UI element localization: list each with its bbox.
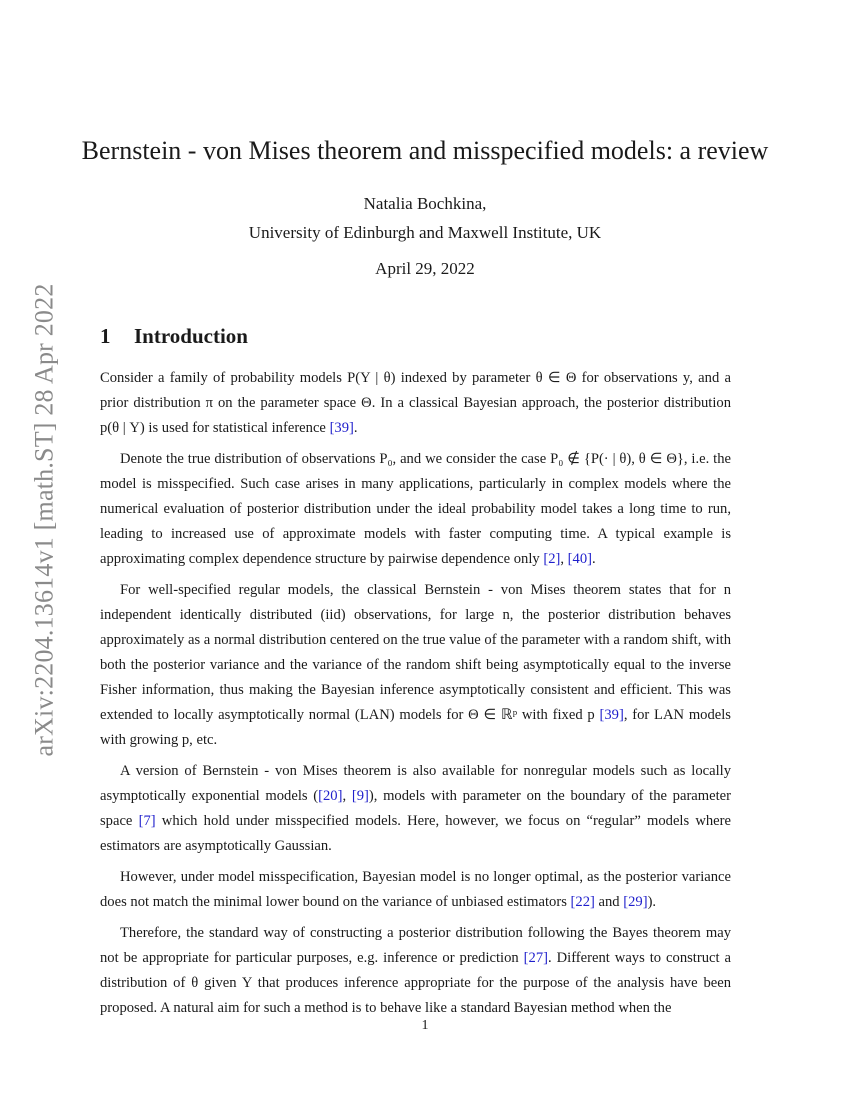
citation-link[interactable]: [2]	[543, 551, 561, 567]
paragraph-2: Denote the true distribution of observations P₀, and we consider the case P₀ ∉ {P(· | θ), θ ∈ Θ}, i.e. the model is misspecified. Such case arises in many applications, particularly in complex models where the numerical evaluation of posterior distribution under the ideal probability model takes a long time to run, leading to increased use of approximate models with faster computing time. A typical example is approximating complex dependence structure by pairwise dependence only [2], [40].	[100, 451, 731, 567]
paragraph-4: A version of Bernstein - von Mises theorem is also available for nonregular models such as locally asymptotically exponential models ([20], [9]), models with parameter on the boundary of the parameter space [7] which hold under misspecified models. Here, however, we focus on “regular” models where estimators are asymptotically Gaussian.	[100, 763, 732, 854]
citation-link[interactable]: [9]	[351, 788, 369, 804]
paragraph-5: However, under model misspecification, Bayesian model is no longer optimal, as the posterior variance does not match the minimal lower bound on the variance of unbiased estimators [22] and [29]).	[100, 869, 731, 910]
citation-link[interactable]: [27]	[523, 950, 548, 966]
paragraph-1: Consider a family of probability models P(Y | θ) indexed by parameter θ ∈ Θ for observations y, and a prior distribution π on the parameter space Θ. In a classical Bayesian approach, the posterior distribution p(θ | Y) is used for statistical inference [39].	[100, 370, 731, 436]
citation-link[interactable]: [7]	[138, 813, 156, 829]
citation-link[interactable]: [39]	[329, 420, 354, 436]
paragraph-3: For well-specified regular models, the classical Bernstein - von Mises theorem states that for n independent identically distributed (iid) observations, for large n, the posterior distribution behaves approximately as a normal distribution centered on the true value of the parameter with a random shift, with both the posterior variance and the variance of the random shift being asymptotically equal to the inverse Fisher information, thus making the Bayesian inference asymptotically consistent and efficient. This was extended to locally asymptotically normal (LAN) models for Θ ∈ ℝᵖ with fixed p [39], for LAN models with growing p, etc.	[100, 582, 731, 748]
citation-link[interactable]: [20]	[318, 788, 343, 804]
section-number: 1	[100, 324, 111, 348]
citation-link[interactable]: [40]	[567, 551, 592, 567]
arxiv-sidebar-stamp	[20, 250, 70, 790]
arxiv-id-label: arXiv:2204.13614v1 [math.ST] 28 Apr 2022	[30, 283, 60, 757]
citation-link[interactable]: [22]	[570, 894, 595, 910]
page-number: 1	[421, 1018, 429, 1033]
paragraph-6: Therefore, the standard way of constructing a posterior distribution following the Bayes theorem may not be appropriate for particular purposes, e.g. inference or prediction [27]. Different ways to construct a distribution of θ given Y that produces inference appropriate for the purpose of the analysis have been proposed. A natural aim for such a method is to behave like a standard Bayesian method when the	[100, 925, 731, 1016]
citation-link[interactable]: [29]	[623, 894, 648, 910]
author-name: Natalia Bochkina,	[363, 194, 487, 213]
section-title: Introduction	[134, 324, 248, 348]
paper-title: Bernstein - von Mises theorem and misspecified models: a review	[81, 136, 769, 165]
body-text	[100, 366, 731, 1027]
paper-date: April 29, 2022	[375, 259, 475, 278]
author-affiliation: University of Edinburgh and Maxwell Institute, UK	[248, 223, 602, 242]
section-heading	[100, 324, 248, 349]
citation-link[interactable]: [39]	[599, 707, 624, 723]
